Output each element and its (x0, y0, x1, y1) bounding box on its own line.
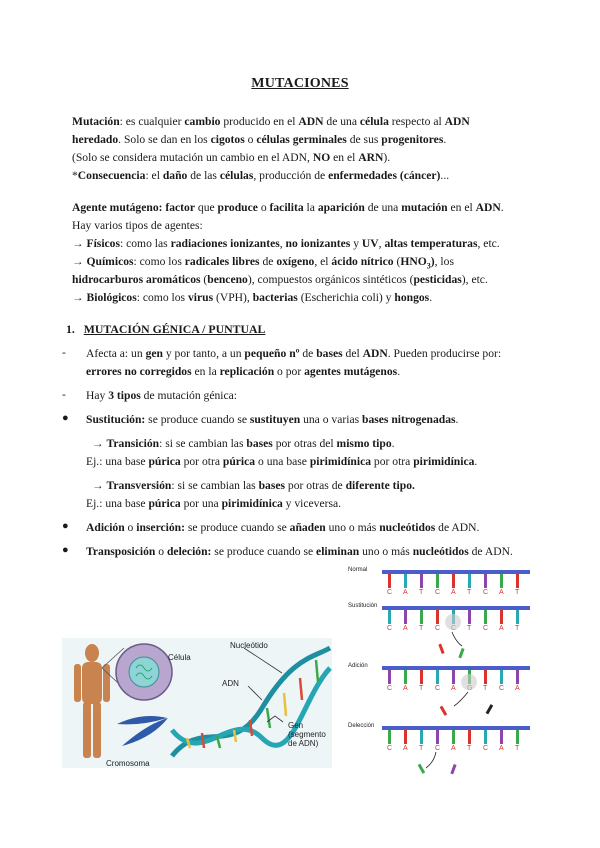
base-stick (484, 670, 487, 684)
mutacion-line-2: heredado. Solo se dan en los cigotos o células germinales de sus progenitores. (72, 133, 447, 146)
base-stick (468, 574, 471, 588)
base-stick (500, 730, 503, 744)
dna-illustration (62, 638, 332, 768)
agente-fisicos: → Físicos: como las radiaciones ionizantes, no ionizantes y UV, altas temperaturas, etc. (72, 237, 500, 250)
base-stick (452, 574, 455, 588)
base-letter: T (419, 685, 424, 692)
agente-biologicos: → Biológicos: como los virus (VPH), bacterias (Escherichia coli) y hongos. (72, 291, 433, 304)
loose-base (486, 704, 494, 714)
base-stick (468, 730, 471, 744)
row-label: Normal (348, 567, 368, 573)
highlight-circle (461, 674, 477, 690)
label-gen-sub1: (segmento (288, 730, 326, 739)
label-celula: Célula (168, 653, 191, 662)
transicion-example: Ej.: una base púrica por otra púrica o una base pirimidínica por otra pirimidínica. (86, 455, 478, 468)
base-letter: C (483, 745, 489, 752)
base-stick (500, 574, 503, 588)
base-stick (516, 730, 519, 744)
base-letter: A (451, 745, 456, 752)
base-stick (404, 670, 407, 684)
loose-base (458, 648, 464, 658)
base-stick (452, 730, 455, 744)
base-letter: A (403, 589, 408, 596)
row-label: Sustitución (348, 603, 378, 609)
base-letter: C (387, 589, 393, 596)
loose-base (438, 644, 444, 654)
base-letter: A (451, 685, 456, 692)
transversion-example: Ej.: una base púrica por una pirimidínica y viceversa. (86, 497, 342, 510)
base-stick (420, 610, 423, 624)
base-stick (388, 730, 391, 744)
base-stick (436, 670, 439, 684)
arrow-icon (454, 692, 468, 706)
adicion-line: Adición o inserción: se produce cuando se añaden uno o más nucleótidos de ADN. (86, 521, 480, 534)
base-letter: A (403, 685, 408, 692)
label-gen-sub2: de ADN) (288, 739, 319, 748)
base-letter: T (467, 589, 472, 596)
transposicion-line: Transposición o deleción: se produce cuando se eliminan uno o más nucleótidos de ADN. (86, 545, 513, 558)
backbone-bar (382, 726, 530, 730)
tipos-line: Hay 3 tipos de mutación génica: (86, 389, 238, 402)
base-letter: A (499, 625, 504, 632)
base-stick (516, 610, 519, 624)
base-stick (404, 610, 407, 624)
base-stick (388, 574, 391, 588)
base-letter: T (419, 625, 424, 632)
base-stick (484, 730, 487, 744)
base-letter: C (435, 685, 441, 692)
base-letter: C (483, 589, 489, 596)
transversion-line: → Transversión: si se cambian las bases por otras de diferente tipo. (92, 479, 415, 492)
base-stick (436, 610, 439, 624)
transicion-line: → Transición: si se cambian las bases por otras del mismo tipo. (92, 437, 395, 450)
base-stick (484, 574, 487, 588)
consecuencia-line: *Consecuencia: el daño de las células, producción de enfermedades (cáncer)... (72, 169, 450, 182)
base-stick (404, 574, 407, 588)
base-letter: T (483, 685, 488, 692)
base-stick (452, 670, 455, 684)
dash-bullet: - (62, 346, 66, 359)
agente-line-1: Agente mutágeno: factor que produce o facilita la aparición de una mutación en el ADN. (72, 201, 504, 214)
row-label: Adición (348, 663, 368, 669)
label-cromosoma: Cromosoma (106, 759, 150, 768)
base-stick (420, 730, 423, 744)
mutacion-line-1: Mutación: es cualquier cambio producido en el ADN de una célula respecto al ADN (72, 115, 470, 128)
base-letter: A (403, 625, 408, 632)
base-letter: T (419, 745, 424, 752)
base-letter: T (515, 625, 520, 632)
arrow-icon (452, 632, 462, 646)
base-letter: A (499, 589, 504, 596)
agente-quimicos-2: hidrocarburos aromáticos (benceno), compuestos orgánicos sintéticos (pesticidas), etc. (72, 273, 488, 286)
loose-base (440, 706, 448, 716)
base-stick (436, 574, 439, 588)
base-stick (516, 670, 519, 684)
afecta-line-2: errores no corregidos en la replicación o por agentes mutágenos. (86, 365, 401, 378)
mutation-types-diagram (348, 560, 540, 780)
base-letter: C (435, 625, 441, 632)
base-stick (500, 610, 503, 624)
base-letter: T (515, 589, 520, 596)
base-letter: T (419, 589, 424, 596)
base-letter: A (515, 685, 520, 692)
base-letter: T (467, 745, 472, 752)
base-letter: C (435, 745, 441, 752)
base-letter: C (387, 625, 393, 632)
base-stick (420, 670, 423, 684)
base-letter: C (483, 625, 489, 632)
bullet-dot: ● (62, 520, 69, 532)
label-nucleotido: Nucleótido (230, 641, 268, 650)
base-letter: A (499, 745, 504, 752)
base-stick (404, 730, 407, 744)
agente-quimicos-1: → Químicos: como los radicales libres de oxígeno, el ácido nítrico $(HNO_3)$, los (72, 255, 454, 271)
backbone-bar (382, 666, 530, 670)
mutacion-line-3: (Solo se considera mutación un cambio en el ADN, NO en el ARN). (72, 151, 391, 164)
arrow-icon (426, 752, 436, 768)
base-letter: C (387, 685, 393, 692)
base-stick (388, 670, 391, 684)
page-title: MUTACIONES (251, 76, 349, 91)
base-letter: A (451, 589, 456, 596)
base-letter: C (435, 589, 441, 596)
loose-base (418, 764, 426, 774)
base-stick (420, 574, 423, 588)
base-stick (484, 610, 487, 624)
base-stick (468, 610, 471, 624)
highlight-circle (445, 614, 461, 630)
base-letter: C (387, 745, 393, 752)
loose-base (450, 764, 456, 774)
section-heading: 1. MUTACIÓN GÉNICA / PUNTUAL (66, 322, 266, 336)
bullet-dot: ● (62, 412, 69, 424)
base-letter: T (467, 625, 472, 632)
label-adn: ADN (222, 679, 239, 688)
row-label: Delección (348, 723, 375, 729)
base-stick (516, 574, 519, 588)
backbone-bar (382, 570, 530, 574)
base-stick (436, 730, 439, 744)
sustitucion-line: Sustitución: se produce cuando se sustituyen una o varias bases nitrogenadas. (86, 413, 459, 426)
base-stick (500, 670, 503, 684)
afecta-line-1: Afecta a: un gen y por tanto, a un pequeño nº de bases del ADN. Pueden producirse por: (86, 347, 502, 360)
bullet-dot: ● (62, 544, 69, 556)
base-letter: T (515, 745, 520, 752)
label-gen: Gen (288, 721, 304, 730)
dash-bullet: - (62, 388, 66, 401)
base-letter: A (403, 745, 408, 752)
agente-line-2: Hay varios tipos de agentes: (72, 219, 203, 232)
base-letter: C (499, 685, 505, 692)
backbone-bar (382, 606, 530, 610)
base-stick (388, 610, 391, 624)
